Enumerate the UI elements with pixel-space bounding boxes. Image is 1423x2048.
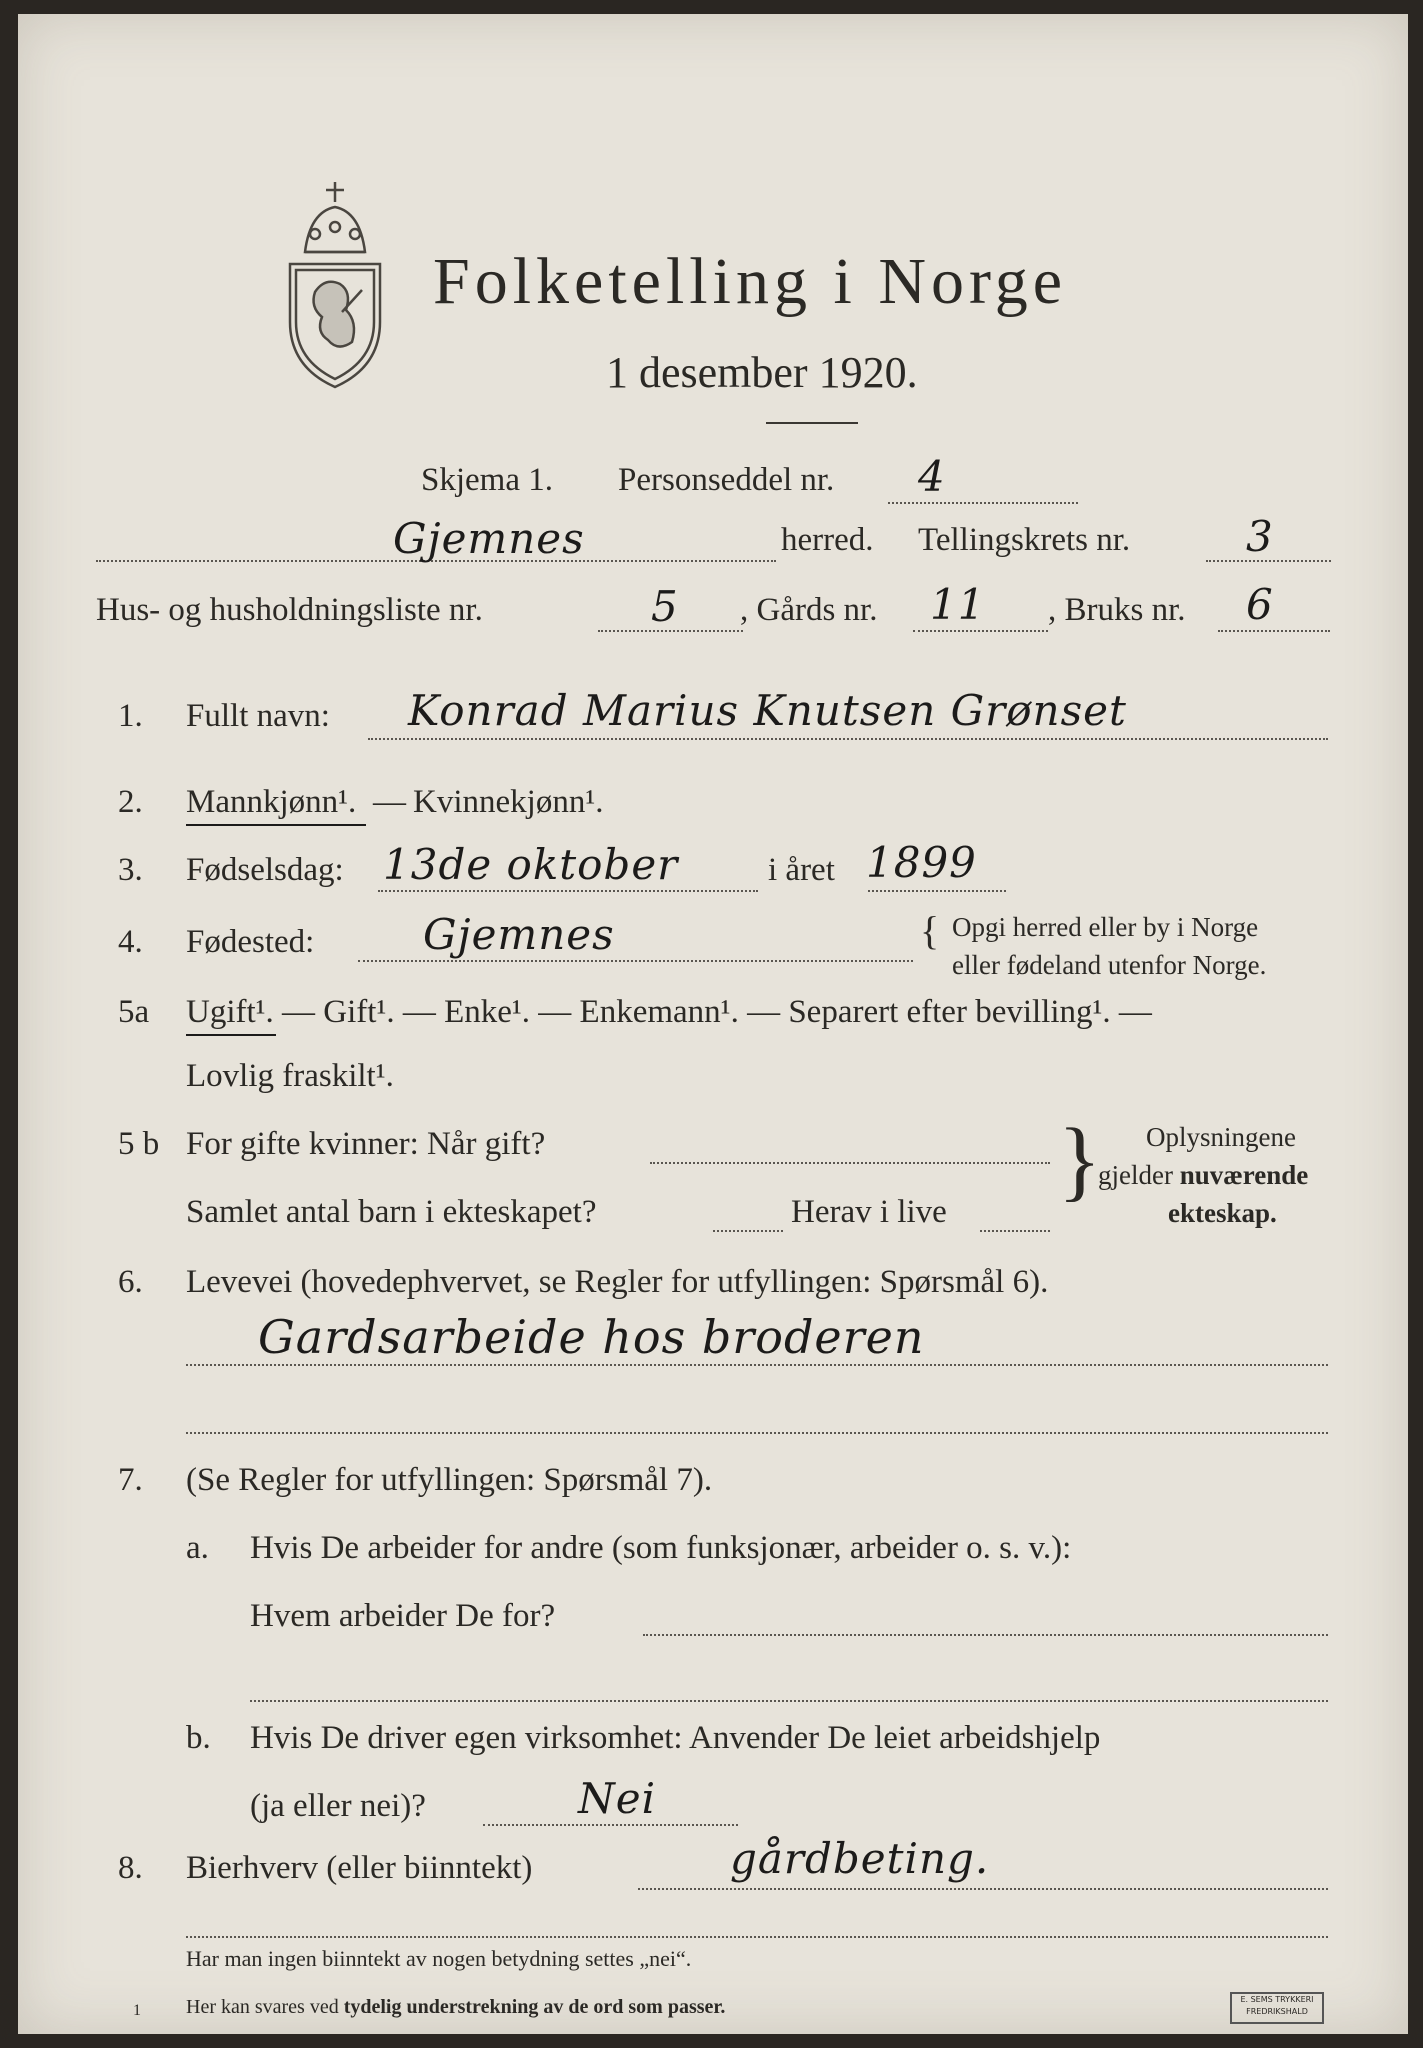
q7a-letter: a. [186, 1530, 209, 1566]
personseddel-label: Personseddel nr. [618, 462, 835, 498]
married-when-field[interactable] [650, 1162, 1050, 1164]
side-income-value: gårdbeting. [730, 1834, 990, 1883]
q6-number: 6. [118, 1264, 143, 1300]
children-count-field[interactable] [713, 1230, 783, 1232]
q7b-line1: Hvis De driver egen virksomhet: Anvender De leiet arbeidshjelp [250, 1720, 1101, 1756]
full-name-field[interactable] [368, 738, 1328, 740]
gender-male[interactable]: Mannkjønn¹. [186, 784, 357, 820]
q5b-note-2b: nuværende [1179, 1160, 1309, 1190]
q6-label: Levevei (hovedерhvervet, se Regler for utfyllingen: Spørsmål 6). [186, 1264, 1049, 1300]
occupation-value: Gardsarbeide hos broderen [258, 1310, 925, 1364]
hus-label: Hus- og husholdningsliste nr. [96, 592, 483, 628]
q8-label: Bierhverv (eller biinntekt) [186, 1850, 533, 1886]
q5b-number: 5 b [118, 1126, 160, 1162]
ugift-underline [186, 1034, 276, 1036]
hus-value: 5 [651, 582, 679, 631]
gards-value: 11 [930, 580, 986, 629]
birthplace-value: Gjemnes [423, 910, 615, 959]
q4-number: 4. [118, 924, 143, 960]
q1-number: 1. [118, 698, 143, 734]
full-name-value: Konrad Marius Knutsen Grønset [408, 686, 1127, 735]
q4-note-2: eller fødeland utenfor Norge. [952, 950, 1267, 980]
q2-number: 2. [118, 784, 143, 820]
q4-label: Fødested: [186, 924, 315, 960]
q7a-line1: Hvis De arbeider for andre (som funksjonær, arbeider o. s. v.): [250, 1530, 1072, 1566]
gender-sep: — [373, 784, 406, 820]
q5a-number: 5a [118, 994, 150, 1030]
bruks-label: , Bruks nr. [1048, 592, 1186, 628]
gender-female[interactable]: Kvinnekjønn¹. [413, 784, 604, 820]
personseddel-value: 4 [918, 452, 946, 501]
birthplace-field[interactable] [358, 960, 913, 962]
year-value: 1899 [866, 838, 977, 887]
personseddel-field[interactable] [888, 502, 1078, 504]
form-title: Folketelling i Norge [433, 245, 1068, 318]
birthday-value: 13de oktober [383, 840, 679, 889]
tellingskrets-value: 3 [1246, 512, 1274, 561]
herred-value: Gjemnes [393, 514, 585, 563]
marital-status-divorced[interactable]: Lovlig fraskilt¹. [186, 1058, 394, 1094]
hired-help-field[interactable] [483, 1824, 738, 1826]
coat-of-arms-icon [280, 172, 390, 394]
year-label: i året [768, 852, 835, 888]
printer-stamp: E. SEMS TRYKKERI FREDRIKSHALD [1230, 1992, 1324, 2024]
q5b-line1: For gifte kvinner: Når gift? [186, 1126, 546, 1162]
footnote-number: 1 [133, 2002, 141, 2019]
footnote-bold: tydelig understrekning av de ord som passer. [343, 1996, 726, 2018]
q7-label: (Se Regler for utfyllingen: Spørsmål 7). [186, 1462, 713, 1498]
q7b-line2: (ja eller nei)? [250, 1788, 426, 1824]
employer-field-2[interactable] [250, 1700, 1328, 1702]
footnote-text: Her kan svares ved [186, 1996, 344, 2018]
occupation-field[interactable] [186, 1364, 1328, 1366]
birthday-field[interactable] [378, 890, 758, 892]
side-income-field-2[interactable] [186, 1936, 1328, 1938]
q5b-note-1: Oplysningene [1146, 1122, 1296, 1152]
q7b-letter: b. [186, 1720, 211, 1756]
q5b-brace: } [1058, 1111, 1102, 1210]
occupation-field-2[interactable] [186, 1432, 1328, 1434]
q1-label: Fullt navn: [186, 698, 330, 734]
gards-label: , Gårds nr. [740, 592, 878, 628]
hired-help-value: Nei [578, 1774, 657, 1823]
children-alive-field[interactable] [980, 1230, 1050, 1232]
male-underline [186, 824, 366, 826]
herred-label: herred. [781, 522, 874, 558]
q4-brace: { [920, 908, 940, 953]
title-divider [766, 422, 858, 424]
year-field[interactable] [868, 890, 1006, 892]
form-date: 1 desember 1920. [606, 348, 918, 397]
bruks-value: 6 [1246, 580, 1274, 629]
q3-number: 3. [118, 852, 143, 888]
q5b-line2: Samlet antal barn i ekteskapet? [186, 1194, 597, 1230]
q7a-line2: Hvem arbeider De for? [250, 1598, 556, 1634]
bruks-field[interactable] [1218, 630, 1330, 632]
q5b-note-2a: gjelder [1098, 1160, 1180, 1190]
q5b-note-3: ekteskap. [1168, 1198, 1277, 1228]
skjema-label: Skjema 1. [421, 462, 553, 498]
footer-note: Har man ingen biinntekt av nogen betydning settes „nei“. [186, 1946, 692, 1971]
employer-field[interactable] [643, 1634, 1328, 1636]
tellingskrets-label: Tellingskrets nr. [918, 522, 1131, 558]
census-form-sheet [18, 14, 1408, 2034]
q3-label: Fødselsdag: [186, 852, 344, 888]
q5b-alive-label: Herav i live [791, 1194, 947, 1230]
marital-status-options[interactable]: Ugift¹. — Gift¹. — Enke¹. — Enkemann¹. — Separert efter bevilling¹. — [186, 994, 1152, 1030]
q7-number: 7. [118, 1462, 143, 1498]
q4-note-1: Opgi herred eller by i Norge [952, 912, 1259, 942]
gards-field[interactable] [913, 630, 1048, 632]
q8-number: 8. [118, 1850, 143, 1886]
side-income-field[interactable] [638, 1888, 1328, 1890]
